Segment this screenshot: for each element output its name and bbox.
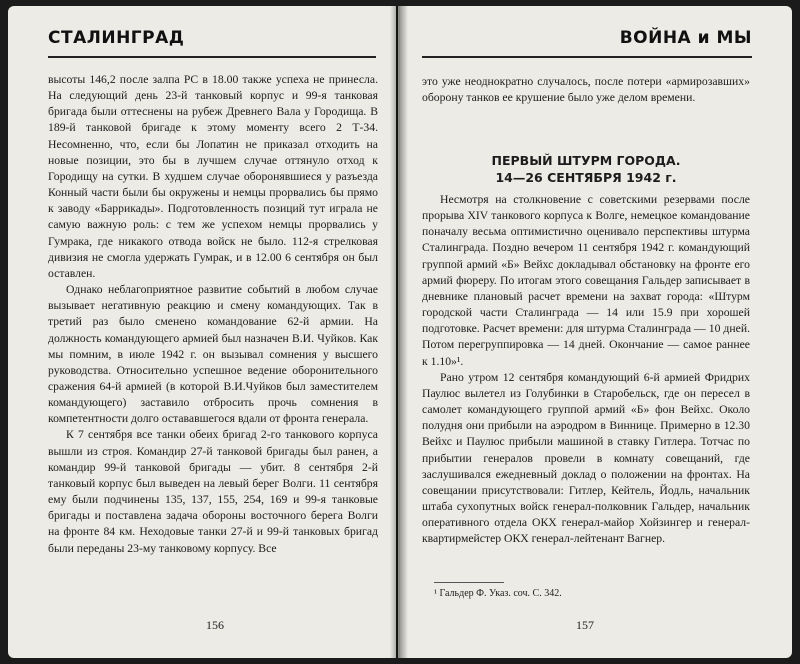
book-spread	[8, 6, 792, 658]
book-gutter-shadow	[390, 6, 408, 658]
paragraph: Однако неблагоприятное развитие событий в любом случае вызывает негативную реакцию и смену командующих. Так в третий раз было сменено командование 62-й армии. На должность командующего армией был назначен В.И. Чуйков. Как мы помним, в июле 1942 г. он вызывал сомнения у высшего руководства. Относительно успешное ведение оборонительного сражения 64-й армией (в которой В.И.Чуйков был заместителем командующего) заставило отбросить прочь сомнения в компетентности долго остававшегося вдали от фронта генерала.	[48, 283, 378, 426]
paragraph: это уже неоднократно случалось, после потери «армирозавших» оборону танков ее крушение было уже делом времени.	[422, 75, 750, 105]
footnote: ¹ Гальдер Ф. Указ. соч. С. 342.	[434, 588, 562, 599]
page-number-right: 157	[576, 618, 594, 632]
right-continuation-text	[422, 74, 750, 106]
left-body-text	[48, 72, 378, 557]
paragraph: К 7 сентября все танки обеих бригад 2-го танкового корпуса вышли из строя. Командир 27-й танковой бригады был ранен, а командир 99-й танковой бригады — убит. 8 сентября 2-й танковый корпус был выведен на левый берег Волги. 11 сентября ему были подчинены 135, 137, 155, 254, 169 и 99-я танковые бригады и поставлена задача обороны восточного берега Волги на фронте 84 км. Неходовые танки 27-й и 99-й танковых бригад были переданы 23-му танковому корпусу. Все	[48, 428, 378, 555]
running-header-left: СТАЛИНГРАД	[48, 28, 185, 48]
right-page	[398, 6, 792, 658]
right-body-text	[422, 192, 750, 547]
left-page	[8, 6, 396, 658]
paragraph: Несмотря на столкновение с советскими резервами после прорыва XIV танкового корпуса к Волге, немецкое командование поначалу весьма оптимистично оценивало перспективы штурма Сталинграда. Поздно вечером 11 сентября 1942 г. командующий группой армий «Б» Вейхс докладывал обстановку на фронте его армий фюреру. По итогам этого совещания Гальдер записывает в дневнике плановый расчет времени на захват города: «Штурм городской части Сталинграда — 14 или 15.9 при хорошей подготовке. Расчет времени: для штурма Сталинграда — 10 дней. Потом перегруппировка — 14 дней. Окончание — самое раннее к 1.10»¹.	[422, 193, 750, 368]
page-number-left: 156	[206, 618, 224, 632]
header-rule-right	[422, 56, 752, 58]
section-title	[422, 152, 750, 186]
header-rule-left	[48, 56, 376, 58]
paragraph: высоты 146,2 после залпа PC в 18.00 также успеха не принесла. На следующий день 23-й танковый корпус и 99-я танковая бригада были оттеснены на рубеж Древнего Вала у Городища. В 189-й танковой бригаде к этому моменту всего 2 Т-34. Несомненно, что, если бы Лопатин не приказал отходить на новые позиции, это бы в лучшем случае оттянуло отход к Городищу на сутки. В худшем случае оборонявшиеся у разъезда Конный части были бы окружены и немцы прорвались бы прямо к заводу «Баррикады». Подготовленность позиций тут играла не самую важную роль: с тем же успехом немцы прорвались у Гумрака, где никакого отвода войск не было. 112-я стрелковая дивизия не смогла удержать Гумрак, и в 12.00 6 сентября он был оставлен.	[48, 73, 378, 280]
section-title-line-1: ПЕРВЫЙ ШТУРМ ГОРОДА.	[491, 153, 681, 168]
footnote-rule	[434, 582, 504, 583]
paragraph: Рано утром 12 сентября командующий 6-й армией Фридрих Паулюс вылетел из Голубинки в Старобельск, где он пересел в самолет командующего группой армий «Б» фон Вейхс. Около полудня они прибыли на аэродром в Виннице. Примерно в 12.30 Вейхс и Паулюс прибыли машиной в ставку Гитлера. Тотчас по прибытии генералов провели в комнату совещаний, где заслушивался ежедневный доклад о положении на фронтах. На совещании присутствовали: Гитлер, Кейтель, Йодль, начальник штаба сухопутных войск генерал-полковник Гальдер, начальник оперативного отдела ОКХ генерал-майор Хойзингер и генерал-квартирмейстер ОКХ генерал-лейтенант Вагнер.	[422, 370, 750, 546]
running-header-right: ВОЙНА и МЫ	[619, 28, 752, 48]
section-title-line-2: 14—26 СЕНТЯБРЯ 1942 г.	[495, 170, 677, 185]
